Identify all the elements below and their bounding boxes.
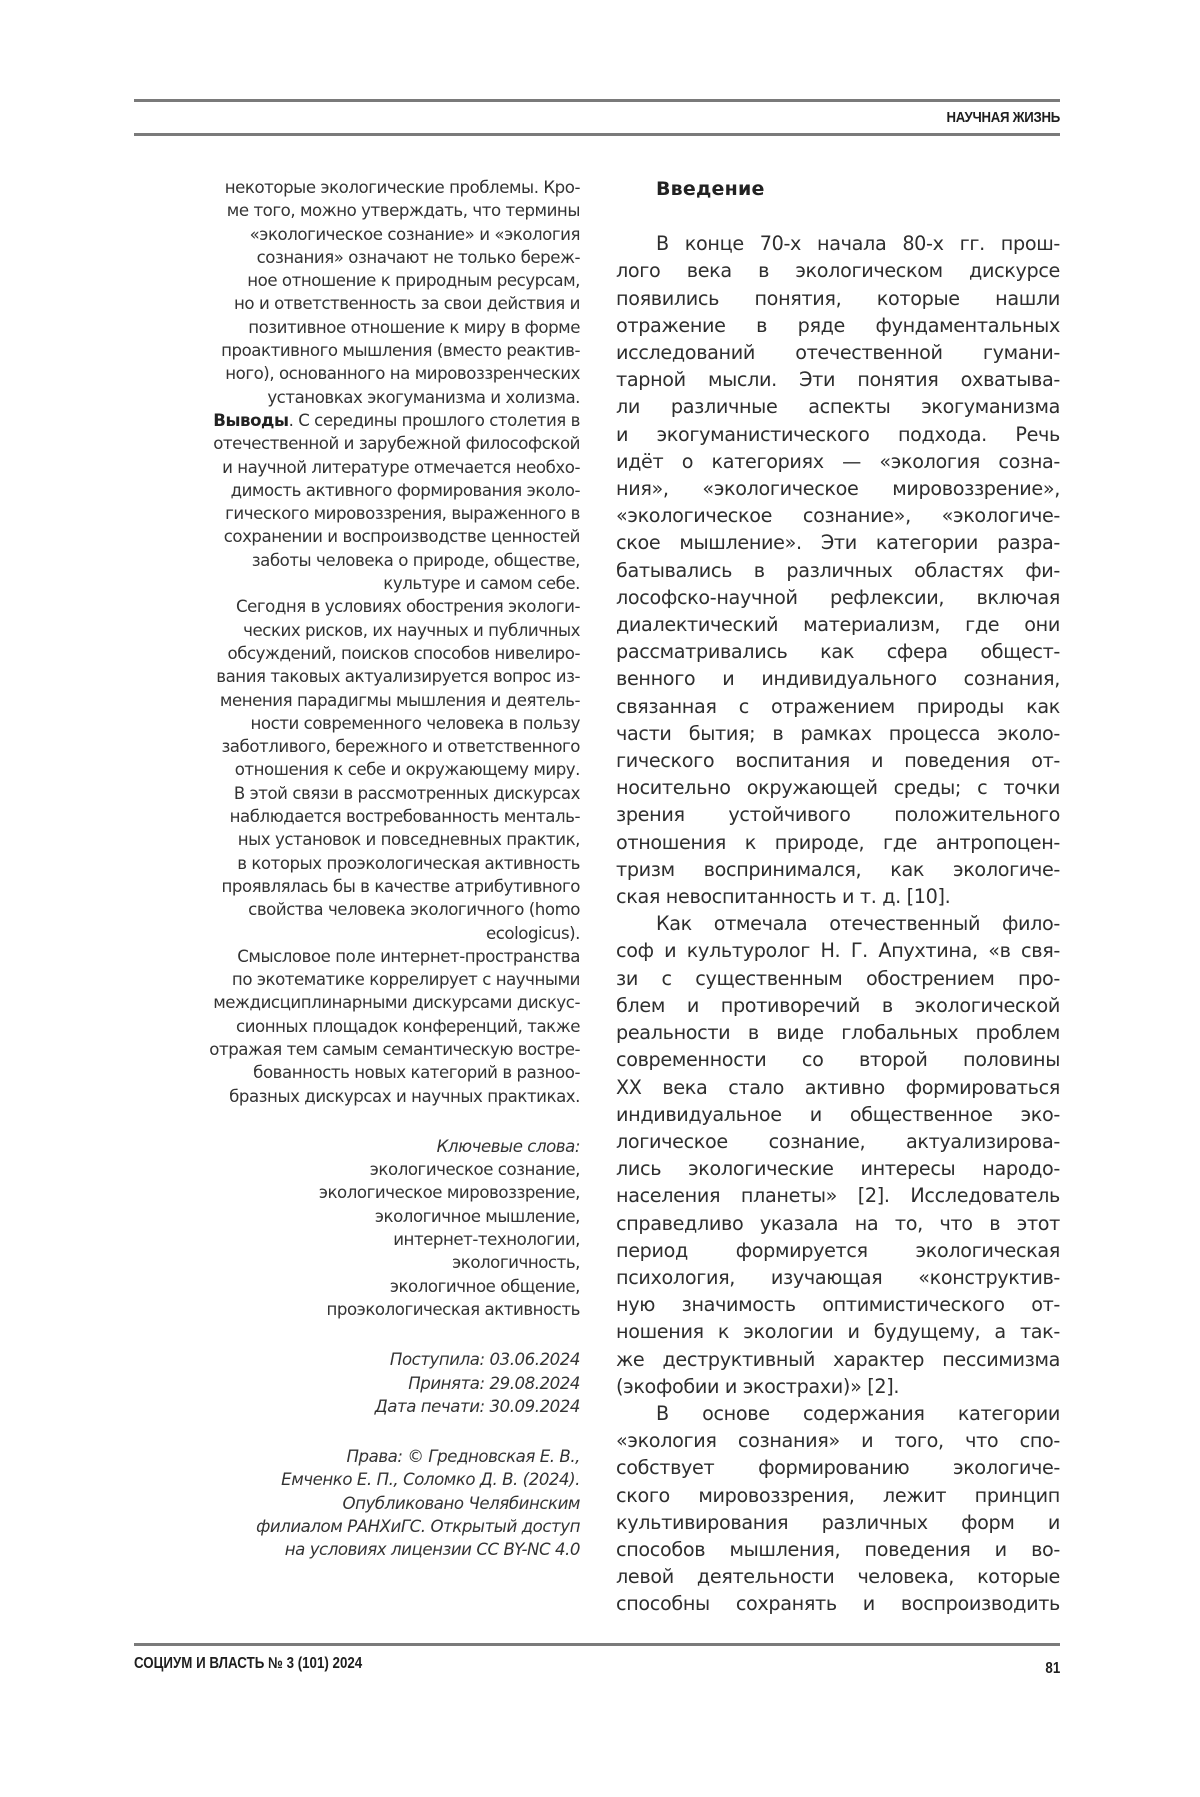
text-line: отношения к себе и окружающему миру. [234,760,580,780]
rights-line: филиалом РАНХиГС. Открытый доступ [256,1517,580,1537]
text-line: венного и индивидуального сознания, [616,667,1060,691]
text-line: ного), основанного на мировоззренческих [225,364,580,384]
text-line: населения планеты» [2]. Исследователь [616,1184,1060,1208]
text-line: справедливо указала на то, что в этот [616,1211,1060,1235]
text-line: логическое сознание, актуализирова- [616,1129,1060,1153]
text-line: отражая тем самым семантическую востре- [209,1039,580,1059]
abstract-tail [136,176,580,409]
text-line: лого века в экологическом дискурсе [616,259,1060,283]
text-line: проявлялась бы в качестве атрибутивного [221,876,580,896]
text-line: отношения к природе, где антропоцен- [616,830,1060,854]
keyword-item: интернет-технологии, [393,1230,580,1250]
keywords-title: Ключевые слова: [436,1136,580,1156]
text-line: бованность новых категорий в разноо- [253,1063,580,1083]
text-line: связанная с отражением природы как [616,694,1060,718]
text-line: Сегодня в условиях обострения экологи- [235,597,580,617]
text-line: «экология сознания» и того, что спо- [616,1429,1060,1453]
text-line: бразных дискурсах и научных практиках. [229,1086,580,1106]
text-line: культуре и самом себе. [383,574,580,594]
text-line: но и ответственность за свои действия и [234,294,580,314]
text-line: ных установок и повседневных практик, [237,830,580,850]
text-line: гического мировоззрения, выраженного в [225,504,580,524]
text-line: сионных площадок конференций, также [236,1016,580,1036]
text-line: диалектический материализм, где они [616,613,1060,637]
conclusions-text [136,432,580,1108]
text-line: гического воспитания и поведения от- [616,749,1060,773]
paragraph [616,1400,1060,1618]
conclusions-label: Выводы [213,410,289,430]
text-line: соф и культуролог Н. Г. Апухтина, «в свя- [616,939,1060,963]
right-column [616,176,1060,1618]
text-line: же деструктивный характер пессимизма [616,1347,1060,1371]
text-line: вания таковых актуализируется вопрос из- [216,667,580,687]
text-line: батывались в различных областях фи- [616,558,1060,582]
text-line: ное отношение к природным ресурсам, [247,271,580,291]
date-accepted: Принята: 29.08.2024 [408,1373,580,1393]
conclusions-first-line: Выводы. С середины прошлого столетия в [213,410,580,430]
text-line: части бытия; в рамках процесса эколо- [616,721,1060,745]
section-heading-introduction: Введение [656,178,765,200]
keywords-list [136,1158,580,1321]
text-line: В основе содержания категории [656,1401,1060,1425]
text-line: Смысловое поле интернет-пространства [237,946,580,966]
rights-line: Емченко Е. П., Соломко Д. В. (2024). [281,1470,580,1490]
section-label: НАУЧНАЯ ЖИЗНЬ [946,109,1060,126]
text-line: зи с существенным обострением про- [616,966,1060,990]
date-received: Поступила: 03.06.2024 [389,1350,580,1370]
text-line: XX века стало активно формироваться [616,1075,1060,1099]
text-line: рассматривались как сфера общест- [616,640,1060,664]
text-line: идёт о категориях — «экология созна- [616,449,1060,473]
text-line: тризм воспринимался, как экологиче- [616,857,1060,881]
text-line: ния», «экологическое мировоззрение», [616,477,1060,501]
keyword-item: проэкологическая активность [326,1299,580,1319]
text-line: установках экогуманизма и холизма. [267,387,580,407]
text-line: проактивного мышления (вместо реактив- [221,341,580,361]
text-line: ское мышление». Эти категории разра- [616,531,1060,555]
text-line: лись экологические интересы народо- [616,1157,1060,1181]
header-rule-top [134,99,1060,102]
text-line: Как отмечала отечественный фило- [656,912,1060,936]
footer-journal-title: СОЦИУМ И ВЛАСТЬ № 3 (101) 2024 [134,1655,363,1672]
text-line: ности современного человека в пользу [250,713,580,733]
text-line: собствует формированию экологиче- [616,1456,1060,1480]
text-line: «экологическое сознание», «экологиче- [616,504,1060,528]
text-line: ского мировоззрения, лежит принцип [616,1483,1060,1507]
text-line: лософско-научной рефлексии, включая [616,585,1060,609]
text-line: наблюдается востребованность менталь- [229,807,580,827]
text-line: способов мышления, поведения и во- [616,1537,1060,1561]
text-line: отечественной и зарубежной философской [213,434,580,454]
text-line: блем и противоречий в экологической [616,993,1060,1017]
text-line: реальности в виде глобальных проблем [616,1021,1060,1045]
text-line: в которых проэкологическая активность [237,853,580,873]
text-line: заботливого, бережного и ответственного [221,737,580,757]
text-line: носительно окружающей среды; с точки [616,776,1060,800]
text-line: зрения устойчивого положительного [616,803,1060,827]
text-line: (экофобии и экострахи)» [2]. [616,1374,900,1398]
text-line: «экологическое сознание» и «экология [249,224,580,244]
introduction-body [616,230,1060,1617]
text-line: В конце 70-х начала 80-х гг. прош- [656,232,1060,256]
text-line: по экотематике коррелирует с научными [231,970,580,990]
text-line: В этой связи в рассмотренных дискурсах [233,783,580,803]
keyword-item: экологическое сознание, [369,1160,580,1180]
footer-rule [134,1643,1060,1646]
text-line: свойства человека экологичного (homo [248,900,580,920]
rights-line: Права: © Гредновская Е. В., [346,1447,580,1467]
rights-line: на условиях лицензии CC BY-NC 4.0 [284,1540,580,1560]
keyword-item: экологическое мировоззрение, [318,1183,580,1203]
text-line: димость активного формирования эколо- [230,480,580,500]
text-line: отражение в ряде фундаментальных [616,313,1060,337]
text-line: культивирования различных форм и [616,1510,1060,1534]
text-line: заботы человека о природе, обществе, [251,550,580,570]
text-line: способны сохранять и воспроизводить [616,1592,1060,1616]
text-line: междисциплинарными дискурсами дискус- [213,993,580,1013]
text-line: ская невоспитанность и т. д. [10]. [616,885,951,909]
text-line: и научной литературе отмечается необхо- [222,457,580,477]
text-line: ме того, можно утверждать, что термины [226,201,580,221]
text-line: и экогуманистического подхода. Речь [616,422,1060,446]
text-line: современности со второй половины [616,1048,1060,1072]
text-line: ную значимость оптимистического от- [616,1293,1060,1317]
text-line: сознания» означают не только береж- [256,247,580,267]
text-line: индивидуальное и общественное эко- [616,1102,1060,1126]
text-line: период формируется экологическая [616,1238,1060,1262]
text-line: менения парадигмы мышления и деятель- [219,690,580,710]
text-line: исследований отечественной гумани- [616,341,1060,365]
keyword-item: экологичность, [452,1253,580,1273]
text-line: тарной мысли. Эти понятия охватыва- [616,368,1060,392]
text-line: обсуждений, поисков способов нивелиро- [227,643,580,663]
text-line: ношения к экологии и будущему, а так- [616,1320,1060,1344]
header-rule-bottom [134,133,1060,136]
text-line: ecologicus). [485,923,580,943]
text-line: ческих рисков, их научных и публичных [243,620,580,640]
rights-line: Опубликовано Челябинским [342,1493,580,1513]
text-line: позитивное отношение к миру в форме [248,317,580,337]
page-number: 81 [1045,1660,1060,1677]
left-column [136,176,580,1562]
date-printed: Дата печати: 30.09.2024 [374,1396,580,1416]
text-line: психология, изучающая «конструктив- [616,1265,1060,1289]
keyword-item: экологичное общение, [389,1276,580,1296]
paragraph [616,910,1060,1400]
keyword-item: экологичное мышление, [374,1206,580,1226]
rights-notice [136,1445,580,1561]
text-line: сохранении и воспроизводстве ценностей [223,527,580,547]
text-line: левой деятельности человека, которые [616,1565,1060,1589]
text-line: появились понятия, которые нашли [616,286,1060,310]
text-line: некоторые экологические проблемы. Кро- [224,178,580,197]
paragraph [616,230,1060,910]
text-line: ли различные аспекты экогуманизма [616,395,1060,419]
